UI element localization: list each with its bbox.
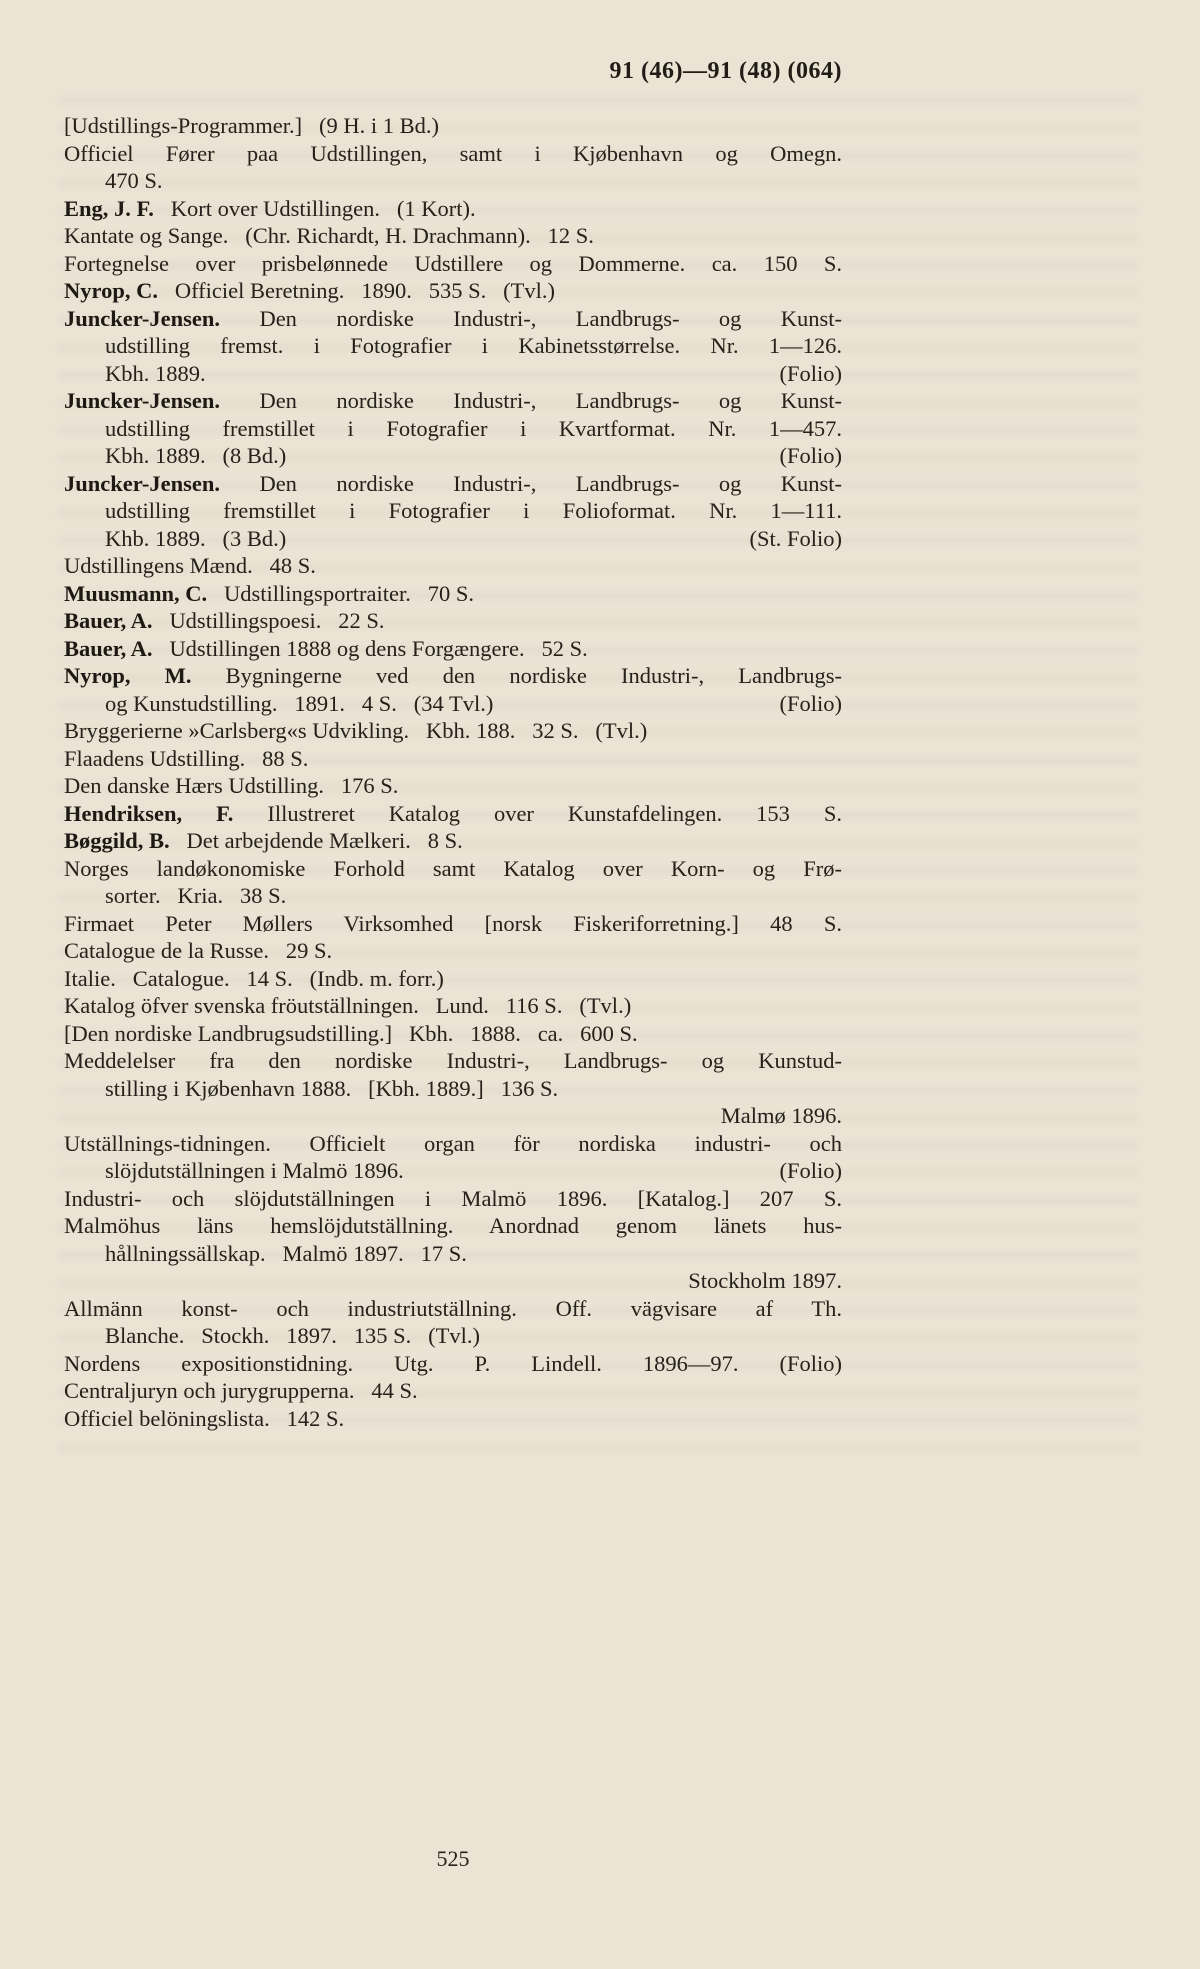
text-line: [64, 415, 842, 443]
line-text: Nordens expositionstidning. Utg. P. Lindell. 1896—97. (Folio): [64, 1350, 842, 1376]
entry-author-name: Eng, J. F.: [64, 195, 154, 221]
text-line: [64, 745, 842, 773]
text-line: [64, 1377, 842, 1405]
line-text: Fortegnelse over prisbelønnede Udstillere og Dommerne. ca. 150 S.: [64, 250, 842, 276]
text-line: [64, 332, 842, 360]
text-line: [64, 1020, 842, 1048]
text-line: [64, 1212, 842, 1240]
line-text: Firmaet Peter Møllers Virksomhed [norsk Fiskeriforretning.] 48 S.: [64, 910, 842, 936]
line-text: Kbh. 1889. (8 Bd.): [105, 443, 287, 468]
text-line: [64, 690, 842, 718]
line-text: Eng, J. F. Kort over Udstillingen. (1 Kort).: [64, 195, 476, 221]
entry-author-name: Muusmann, C.: [64, 580, 208, 606]
text-line: [64, 1240, 842, 1268]
line-text: Italie. Catalogue. 14 S. (Indb. m. forr.): [64, 965, 444, 991]
line-text: Hendriksen, F. Illustreret Katalog over Kunstafdelingen. 153 S.: [64, 800, 843, 826]
line-right-text: (St. Folio): [749, 525, 842, 551]
text-line: [64, 277, 842, 305]
text-line: [64, 305, 842, 333]
line-text: udstilling fremstillet i Fotografier i Folioformat. Nr. 1—111.: [105, 498, 842, 523]
entry-author-name: Bauer, A.: [64, 635, 153, 661]
text-line: [64, 1405, 842, 1433]
line-text: Bryggerierne »Carlsberg«s Udvikling. Kbh. 188. 32 S. (Tvl.): [64, 718, 648, 743]
text-line: [64, 1267, 842, 1295]
text-line: [64, 965, 842, 993]
text-line: [64, 1350, 842, 1378]
text-lines: [64, 112, 842, 1432]
text-line: [64, 1295, 842, 1323]
line-text: [Den nordiske Landbrugsudstilling.] Kbh. 1888. ca. 600 S.: [64, 1020, 638, 1046]
text-line: [64, 800, 842, 828]
line-text: Officiel belöningslista. 142 S.: [64, 1405, 345, 1431]
line-right-text: (Folio): [779, 690, 842, 716]
text-line: [64, 360, 842, 388]
text-line: [64, 662, 842, 690]
text-line: [64, 717, 842, 745]
line-right-text: (Folio): [779, 360, 842, 386]
entry-author-name: Juncker-Jensen.: [64, 305, 221, 331]
page-content: [64, 56, 842, 1432]
text-line: [64, 580, 842, 608]
line-right-text: (Folio): [779, 443, 842, 468]
text-line: [64, 1185, 842, 1213]
section-header: 91 (46)—91 (48) (064): [609, 58, 842, 84]
text-line: [64, 882, 842, 910]
line-text: Bauer, A. Udstillingen 1888 og dens Forgængere. 52 S.: [64, 635, 588, 661]
line-text: Centraljuryn och jurygrupperna. 44 S.: [64, 1378, 418, 1403]
line-text: Meddelelser fra den nordiske Industri-, Landbrugs- og Kunstud-: [64, 1048, 842, 1073]
text-line: [64, 772, 842, 800]
text-line: [64, 167, 842, 195]
line-text: Malmø 1896.: [720, 1103, 842, 1128]
line-text: Juncker-Jensen. Den nordiske Industri-, Landbrugs- og Kunst-: [64, 470, 842, 496]
text-line: [64, 195, 842, 223]
line-text: Khb. 1889. (3 Bd.): [105, 525, 287, 551]
line-text: 470 S.: [105, 168, 163, 193]
text-line: [64, 525, 842, 553]
text-line: [64, 112, 842, 140]
line-text: Norges landøkonomiske Forhold samt Katalog over Korn- og Frø-: [64, 855, 842, 881]
text-line: [64, 1322, 842, 1350]
page-number: 525: [436, 1846, 470, 1871]
line-text: og Kunstudstilling. 1891. 4 S. (34 Tvl.): [105, 690, 494, 716]
entry-author-name: Bauer, A.: [64, 608, 153, 633]
text-line: [64, 635, 842, 663]
line-text: Kantate og Sange. (Chr. Richardt, H. Drachmann). 12 S.: [64, 223, 594, 248]
line-text: Muusmann, C. Udstillingsportraiter. 70 S.: [64, 580, 475, 606]
entry-author-name: Juncker-Jensen.: [64, 388, 221, 413]
text-line: [64, 1102, 842, 1130]
line-text: Nyrop, C. Officiel Beretning. 1890. 535 S. (Tvl.): [64, 278, 555, 303]
text-line: [64, 1130, 842, 1158]
text-line: [64, 1157, 842, 1185]
text-line: [64, 387, 842, 415]
line-text: udstilling fremst. i Fotografier i Kabinetsstørrelse. Nr. 1—126.: [105, 333, 842, 358]
line-text: Malmöhus läns hemslöjdutställning. Anordnad genom länets hus-: [64, 1213, 842, 1238]
line-right-text: (Folio): [779, 1158, 842, 1183]
line-text: Blanche. Stockh. 1897. 135 S. (Tvl.): [105, 1323, 480, 1348]
line-text: Flaadens Udstilling. 88 S.: [64, 745, 309, 771]
text-line: [64, 250, 842, 278]
line-text: Udstillingens Mænd. 48 S.: [64, 553, 316, 578]
line-text: Den danske Hærs Udstilling. 176 S.: [64, 773, 399, 798]
text-line: [64, 552, 842, 580]
line-text: Juncker-Jensen. Den nordiske Industri-, Landbrugs- og Kunst-: [64, 305, 842, 331]
text-line: [64, 140, 842, 168]
text-line: [64, 222, 842, 250]
line-text: sorter. Kria. 38 S.: [105, 883, 287, 908]
text-line: [64, 992, 842, 1020]
line-text: Bauer, A. Udstillingspoesi. 22 S.: [64, 608, 385, 633]
text-line: [64, 937, 842, 965]
text-line: [64, 442, 842, 470]
text-line: [64, 497, 842, 525]
entry-author-name: Nyrop, C.: [64, 278, 158, 303]
text-line: [64, 607, 842, 635]
line-text: Industri- och slöjdutställningen i Malmö 1896. [Katalog.] 207 S.: [64, 1185, 842, 1211]
text-line: [64, 827, 842, 855]
line-text: Utställnings-tidningen. Officielt organ för nordiska industri- och: [64, 1130, 842, 1156]
line-text: slöjdutställningen i Malmö 1896.: [105, 1158, 404, 1183]
line-text: [Udstillings-Programmer.] (9 H. i 1 Bd.): [64, 113, 439, 138]
line-text: hållningssällskap. Malmö 1897. 17 S.: [105, 1240, 467, 1266]
line-text: Stockholm 1897.: [688, 1268, 842, 1293]
line-text: udstilling fremstillet i Fotografier i Kvartformat. Nr. 1—457.: [105, 415, 842, 441]
line-text: Kbh. 1889.: [105, 360, 206, 386]
text-line: [64, 855, 842, 883]
entry-author-name: Bøggild, B.: [64, 828, 170, 853]
line-text: Allmänn konst- och industriutställning. Off. vägvisare af Th.: [64, 1295, 842, 1321]
entry-author-name: Nyrop, M.: [64, 663, 192, 688]
text-line: [64, 910, 842, 938]
entry-author-name: Hendriksen, F.: [64, 800, 234, 826]
line-text: Catalogue de la Russe. 29 S.: [64, 938, 333, 963]
line-text: Nyrop, M. Bygningerne ved den nordiske Industri-, Landbrugs-: [64, 663, 842, 688]
text-line: [64, 470, 842, 498]
line-text: Bøggild, B. Det arbejdende Mælkeri. 8 S.: [64, 828, 463, 853]
line-text: Officiel Fører paa Udstillingen, samt i Kjøbenhavn og Omegn.: [64, 140, 842, 166]
entry-author-name: Juncker-Jensen.: [64, 470, 221, 496]
line-text: Juncker-Jensen. Den nordiske Industri-, Landbrugs- og Kunst-: [64, 388, 842, 413]
text-line: [64, 1075, 842, 1103]
line-text: Katalog öfver svenska fröutställningen. Lund. 116 S. (Tvl.): [64, 993, 632, 1018]
text-line: [64, 1047, 842, 1075]
line-text: stilling i Kjøbenhavn 1888. [Kbh. 1889.] 136 S.: [105, 1075, 559, 1101]
